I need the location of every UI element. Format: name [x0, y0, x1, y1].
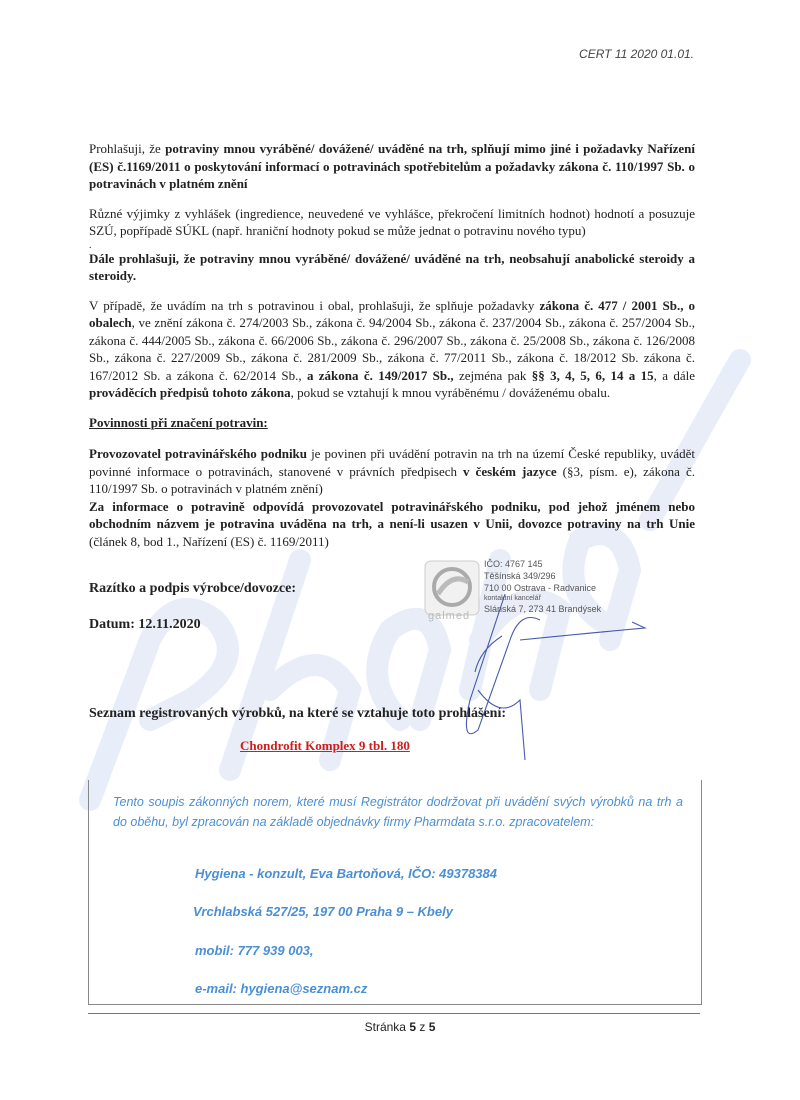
processor-info-box — [88, 780, 702, 1005]
text-run: , a dále — [653, 367, 696, 383]
responsibility-paragraph — [89, 498, 695, 551]
signature-section — [89, 559, 695, 632]
stamp-logo-icon — [424, 560, 480, 616]
text-run: a zákona č. 149/2017 Sb., — [306, 367, 454, 383]
product-name-link[interactable]: Chondrofit Komplex 9 tbl. 180 — [240, 738, 410, 753]
document-body — [89, 140, 696, 721]
text-run: Prohlašuji, že — [89, 141, 166, 156]
text-run: prováděcích předpisů tohoto zákona — [89, 385, 291, 400]
packaging-paragraph — [89, 297, 695, 402]
text-run: je povinen při uvádění potravin na trh na území České republiky, uvádět povinné informace o potravinách, stanovené v právních předpisech — [89, 446, 696, 479]
date-label: Datum: 12.11.2020 — [89, 617, 201, 632]
text-run: Provozovatel potravinářského podniku — [89, 446, 308, 461]
text-run: (§3, písm. e), zákona č. 110/1997 Sb. o potravinách v platném znění) — [89, 463, 695, 496]
processor-name: Hygiena - konzult, Eva Bartoňová, IČO: 49378384 — [195, 866, 497, 881]
text-run: §§ 3, 4, 5, 6, 14 a 15 — [531, 367, 654, 383]
stamp-line: kontaktní kancelář — [484, 595, 541, 602]
cert-code: CERT 11 2020 01.01. — [579, 47, 694, 61]
stamp-line: IČO: 4767 145 — [484, 559, 543, 569]
footer-divider — [88, 1013, 700, 1014]
product-list-label: Seznam registrovaných výrobků, na které se vztahuje toto prohlášení: — [89, 706, 507, 721]
text-run: , pokud se vztahují k mnou vyráběnému / dováženému obalu. — [290, 385, 611, 400]
page-label: Stránka — [364, 1020, 410, 1034]
text-run: V případě, že uvádím na trh s potravinou i obal, prohlašuji, že splňuje požadavky — [89, 297, 540, 313]
text-run: potraviny mnou vyráběné/ dovážené/ uváděné na trh, splňují mimo jiné i požadavky Nařízení (ES) č.1169/2011 o poskytování informací o potravinách spotřebitelům a požadavky zákona č. 110/1997 Sb. o potravinách v platném znění — [89, 141, 696, 191]
processor-address: Vrchlabská 527/25, 197 00 Praha 9 – Kbely — [193, 904, 453, 919]
stamp-line: 710 00 Ostrava - Radvanice — [484, 583, 597, 593]
processor-email: e-mail: hygiena@seznam.cz — [195, 981, 368, 996]
processor-intro: Tento soupis zákonných norem, které musí Registrátor dodržovat při uvádění svých výrobků na trh a do oběhu, byl zpracován na základě objednávky firmy Pharmdata s.r.o. zpracovatelem: — [113, 795, 683, 829]
steroids-declaration: Dále prohlašuji, že potraviny mnou vyráběné/ dovážené/ uváděné na trh, neobsahují anabolické steroidy a steroidy. — [89, 250, 695, 283]
text-run: v českém jazyce — [463, 463, 557, 479]
text-run: zákona č. 477 / 2001 Sb., o obalech — [89, 297, 695, 330]
page-total: 5 — [428, 1020, 436, 1034]
stamp-line: Těšínská 349/296 — [484, 571, 556, 581]
processor-mobile: mobil: 777 939 003, — [195, 943, 314, 958]
stamp-line: Slánská 7, 273 41 Brandýsek — [484, 604, 602, 614]
page-of: z — [416, 1020, 429, 1034]
company-stamp — [424, 558, 644, 628]
page-current: 5 — [409, 1020, 417, 1034]
stray-dot: . — [89, 239, 92, 251]
text-run: (článek 8, bod 1., Nařízení (ES) č. 1169/2011) — [89, 533, 329, 549]
labelling-heading: Povinnosti při značení potravin: — [89, 414, 268, 430]
exceptions-paragraph: Různé výjimky z vyhlášek (ingredience, neuvedené ve vyhlášce, překročení limitních hodnot) hodnotí a posuzuje SZÚ, popřípadě SÚKL (např. hraniční hodnoty pokud se může jednat o potravinu nového typu) — [89, 205, 695, 238]
text-run: Za informace o potravině odpovídá provozovatel potravinářského podniku, pod jehož jménem nebo obchodním názvem je potravina uváděna na trh, a není-li usazen v Unii, dovozce potraviny na trh Unie — [89, 498, 695, 531]
stamp-brand: galmed — [428, 610, 471, 622]
operator-paragraph — [89, 445, 695, 498]
stamp-signature-label: Razítko a podpis výrobce/dovozce: — [89, 581, 297, 596]
text-run: , ve znění zákona č. 274/2003 Sb., zákona č. 94/2004 Sb., zákona č. 237/2004 Sb., zákona č. 257/2004 Sb., zákona č. 444/2005 Sb., zákona č. 66/2006 Sb., zákona č. 296/2007 Sb., zákona č. 25/2008 Sb., zákona č. 126/2008 Sb., zákona č. 227/2009 Sb., zákona č. 281/2009 Sb., zákona č. 77/2011 Sb., zákona č. 18/2012 Sb. zákona č. 167/2012 Sb. a zákona č. 62/2014 Sb., — [89, 315, 695, 383]
page-footer — [0, 1020, 800, 1034]
stamp-text — [484, 558, 601, 615]
text-run: zejména pak — [453, 367, 532, 383]
declaration-paragraph-1 — [89, 140, 695, 193]
